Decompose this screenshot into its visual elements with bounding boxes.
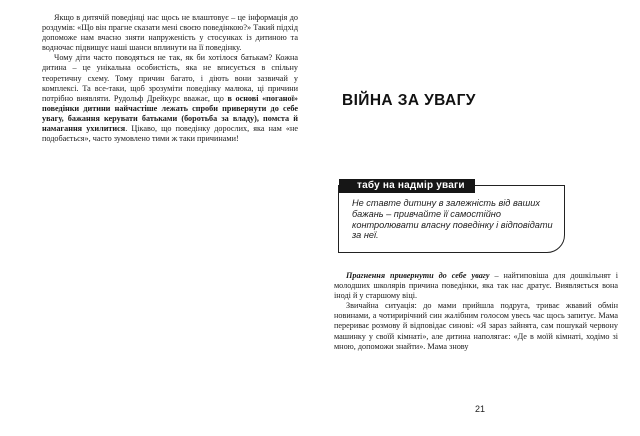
paragraph: Звичайна ситуація: до мами прийшла подруга, триває жвавий обмін новинами, а чотирирічний син жалібним голосом увесь час щось запитує. Мама перериває розмову й відповідає синові: «Я зараз зайнята, сам пошукай червону машинку у своїй кімнаті», але дитина наполягає: «Де в моїй кімнаті, ходімо зі мною, допоможи знайти». Мама знову	[334, 301, 618, 351]
taboo-callout-text: Не ставте дитину в залежність від ваших бажань – привчайте її самостійно контролювати власну поведінку і відповідати за неї.	[352, 198, 553, 241]
right-page	[320, 0, 640, 436]
right-page-body	[334, 271, 618, 352]
left-page-body	[42, 13, 298, 144]
paragraph: Прагнення привернути до себе увагу – найтиповіша для дошкільнят і молодших школярів причина поведінки, яка так нас дратує. Виявляється вона іноді й у старшому віці.	[334, 271, 618, 301]
chapter-title: ВІЙНА ЗА УВАГУ	[342, 92, 476, 109]
paragraph: Чому діти часто поводяться не так, як би хотілося батькам? Кожна дитина – це унікальна особистість, яка не вписується в спільну теоретичну схему. Тому причин багато, і діють вони зазвичай у комплексі. Та все-таки, щоб зрозуміти поведінку малюка, ці причини потрібно виявляти. Рудольф Дрейкурс вважає, що в основі «поганої» поведінки дитини найчастіше лежать спроби привернути до себе увагу, бажання керувати батьками (боротьба за владу), помста й намагання ухилитися. Цікаво, що поведінку дорослих, яка нам «не подобається», часто зумовлено тими ж таки причинами!	[42, 53, 298, 144]
page-number: 21	[475, 404, 486, 414]
taboo-callout-label: табу на надмір уваги	[339, 179, 475, 193]
paragraph: Якщо в дитячій поведінці нас щось не влаштовує – це інформація до роздумів: «Що він прагне сказати мені своєю поведінкою?» Такий підхід допоможе нам вчасно зняти напруженість у стосунках із дитиною та водночас підвищує наші шанси вплинути на її поведінку.	[42, 13, 298, 53]
